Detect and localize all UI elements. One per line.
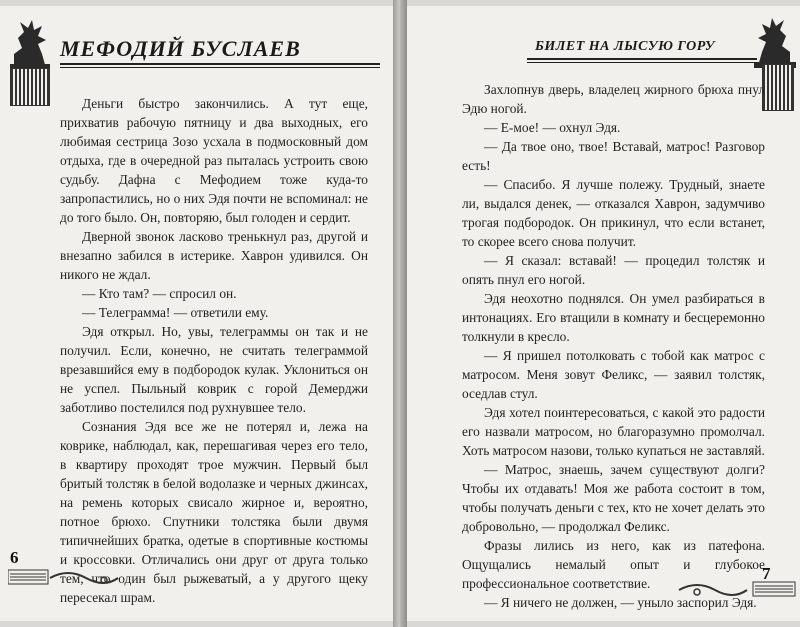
footer-ornament-icon — [677, 578, 797, 602]
gargoyle-ornament-icon — [754, 12, 796, 68]
header-pattern — [10, 68, 50, 106]
paragraph: Дверной звонок ласково тренькнул раз, другой и внезапно забился в истерике. Хаврон удивился. Он никого не ждал. — [60, 229, 368, 282]
left-page — [0, 6, 393, 621]
paragraph: — Телеграмма! — ответили ему. — [82, 305, 269, 320]
running-head: БИЛЕТ НА ЛЫСУЮ ГОРУ — [535, 39, 716, 54]
paragraph: — Е-мое! — охнул Эдя. — [484, 120, 621, 135]
paragraph: Захлопнув дверь, владелец жирного брюха пнул Эдю ногой. — [462, 82, 765, 116]
page-text — [462, 80, 765, 612]
header-rule — [527, 58, 757, 60]
paragraph: — Матрос, знаешь, зачем существуют долги? Чтобы их отдавать! Моя же работа состоит в том, чтобы получать деньги с тех, кто не хочет делать это добровольно, — продолжал Феликс. — [462, 462, 765, 534]
header-rule — [60, 63, 380, 65]
paragraph: Деньги быстро закончились. А тут еще, прихватив рабочую пятницу и два выходных, его любимая сестрица Зозо усхала в подмосковный дом отдыха, где в очередной раз пыталась устроить свою судьбу. Дафна с Мефодием тоже куда-то запропастились, но о них Эдя почти не вспоминал: не до того было. Он, повторяю, был голоден и сердит. — [60, 96, 368, 225]
book-gutter — [393, 0, 407, 627]
paragraph: — Я пришел потолковать с тобой как матрос с матросом. Меня зовут Феликс, — заявил толстяк, оседлав стул. — [462, 348, 765, 401]
page-text — [60, 94, 368, 607]
paragraph: — Кто там? — спросил он. — [82, 286, 237, 301]
paragraph: — Да твое оно, твое! Вставай, матрос! Разговор есть! — [462, 139, 765, 173]
gargoyle-ornament-icon — [8, 14, 52, 70]
paragraph: Фразы лились из него, как из патефона. Ощущались немалый опыт и глубокое профессиональное соответствие. — [462, 538, 765, 591]
running-head: МЕФОДИЙ БУСЛАЕВ — [60, 36, 301, 61]
paragraph: Эдя хотел поинтересоваться, с какой это радости его назвали матросом, но благоразумно промолчал. Хоть матросом назови, только купаться не заставляй. — [462, 405, 765, 458]
paragraph: — Я ничего не должен, — уныло заспорил Эдя. — [484, 595, 757, 610]
header-pattern — [762, 64, 794, 111]
right-page — [407, 6, 800, 621]
paragraph: — Я сказал: вставай! — процедил толстяк и опять пнул его ногой. — [462, 253, 765, 287]
header-rule-thin — [527, 62, 757, 63]
paragraph: — Спасибо. Я лучше полежу. Трудный, знаете ли, выдался денек, — отказался Хаврон, задумчиво трогая подбородок. Он прикинул, что если встанет, то скорее всего снова получит. — [462, 177, 765, 249]
paragraph: Сознания Эдя все же не потерял и, лежа на коврике, наблюдал, как, перешагивая через его тело, в квартиру проходят трое мужчин. Первый был бритый толстяк в белой водолазке и черных джинсах, на ремень которых свисало жирное и, вероятно, потное брюхо. Спутники толстяка были двумя типичнейших братка, одетые в спортивные костюмы и кроссовки. Отличались они друг от друга только тем, что один был рыжеватый, а у другого щеку пересекал шрам. — [60, 419, 368, 605]
footer-ornament-icon — [8, 566, 120, 590]
page-number: 6 — [10, 548, 19, 567]
page-number: 7 — [762, 564, 771, 583]
header-rule-thin — [60, 67, 380, 68]
paragraph: Эдя неохотно поднялся. Он умел разбираться в интонациях. Его втащили в комнату и бесцеремонно толкнули в кресло. — [462, 291, 765, 344]
paragraph: Эдя открыл. Но, увы, телеграммы он так и не получил. Если, конечно, не считать телеграммой врезавшийся ему в подбородок кулак. Уклониться он не успел. Пыльный коврик с горой Демерджи заботливо постелился под рухнувшее тело. — [60, 324, 368, 415]
